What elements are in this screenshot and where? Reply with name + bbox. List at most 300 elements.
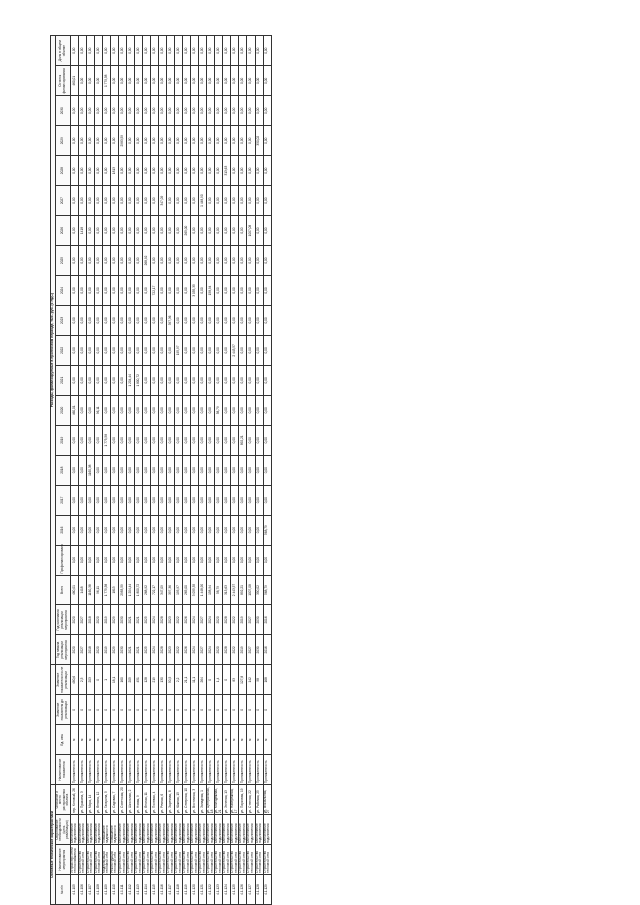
table-cell: Повышение надежности	[102, 815, 110, 845]
table-cell: 0,00	[167, 156, 175, 186]
table-cell: 1 775,58	[102, 66, 110, 96]
table-cell: Строительство тепловой сети	[127, 845, 135, 875]
table-cell: 0,00	[94, 425, 102, 455]
table-cell: м	[70, 725, 78, 755]
table-cell: 1 775,58	[102, 575, 110, 605]
table-cell: 0,00	[143, 36, 151, 66]
table-cell: 0,00	[175, 156, 183, 186]
table-cell: 0,00	[199, 96, 207, 126]
table-cell: 0,00	[110, 305, 118, 335]
table-cell: 0,00	[78, 455, 86, 485]
table-cell: 0,00	[127, 305, 135, 335]
table-cell: 0,00	[215, 126, 223, 156]
table-cell: 0,00	[110, 365, 118, 395]
table-cell: 1160,38	[86, 455, 94, 485]
table-cell: 0,00	[167, 515, 175, 545]
table-cell: Обеспечение подключения	[223, 815, 231, 845]
table-cell: 0,00	[167, 335, 175, 365]
table-cell: 0,00	[102, 96, 110, 126]
table-cell: 2 443,57	[231, 335, 239, 365]
table-cell: Строительство тепловой сети	[78, 845, 86, 875]
table-cell: 0,00	[207, 96, 215, 126]
table-cell: м	[94, 725, 102, 755]
table-cell: 0,00	[175, 126, 183, 156]
table-cell: 2027	[247, 605, 255, 635]
table-cell: 4.1.107	[86, 875, 94, 905]
table-cell: 2027	[78, 605, 86, 635]
table-row	[159, 36, 167, 905]
table-cell: 0,00	[191, 335, 199, 365]
table-row	[127, 36, 135, 905]
table-cell: Протяженность	[110, 755, 118, 785]
table-cell: 0	[183, 695, 191, 725]
table-cell: Обеспечение подключения	[255, 815, 263, 845]
table-cell: 0,00	[207, 305, 215, 335]
table-cell: 0,00	[118, 425, 126, 455]
table-cell: 0,00	[102, 246, 110, 276]
table-cell: 0,00	[118, 545, 126, 575]
table-cell: 0,00	[135, 186, 143, 216]
table-cell: Протяженность	[255, 755, 263, 785]
table-cell: Строительство тепловой сети	[239, 845, 247, 875]
table-cell: Протяженность	[94, 755, 102, 785]
table-cell: 350,02	[255, 126, 263, 156]
table-cell: 2025	[143, 605, 151, 635]
table-cell: 2 443,57	[231, 575, 239, 605]
table-cell: м	[215, 725, 223, 755]
table-cell: 0,00	[127, 156, 135, 186]
column-header: 2029	[55, 126, 70, 156]
table-cell: 0,00	[118, 275, 126, 305]
table-cell: 0,00	[167, 545, 175, 575]
table-cell: 0,00	[255, 36, 263, 66]
table-cell: Строительство тепловой сети	[255, 845, 263, 875]
table-cell: 0,00	[247, 395, 255, 425]
table-row	[215, 36, 223, 905]
table-cell: м	[102, 725, 110, 755]
table-cell: 0,00	[247, 365, 255, 395]
table-cell: 0,00	[239, 305, 247, 335]
table-cell: 0,00	[135, 515, 143, 545]
table-cell: 0,00	[215, 305, 223, 335]
column-header: 2027	[55, 186, 70, 216]
table-cell: 0,00	[223, 216, 231, 246]
table-cell: 1813	[110, 575, 118, 605]
table-cell: 168	[263, 665, 271, 695]
table-cell: 0,00	[223, 36, 231, 66]
column-header: 2021	[55, 365, 70, 395]
table-cell: 2024	[191, 635, 199, 665]
table-cell: 0,00	[102, 126, 110, 156]
table-cell: 0,00	[118, 365, 126, 395]
table-cell: 0,00	[110, 186, 118, 216]
table-cell: 0,00	[223, 275, 231, 305]
table-cell: 0,00	[102, 156, 110, 186]
table-cell: 2024	[191, 605, 199, 635]
table-cell: 0,00	[135, 305, 143, 335]
table-cell: 4.1.115	[151, 875, 159, 905]
table-cell: 0,00	[118, 335, 126, 365]
table-cell: 0,00	[215, 365, 223, 395]
table-cell: 2030	[118, 605, 126, 635]
table-cell: 0,00	[135, 335, 143, 365]
table-cell: 0,00	[143, 66, 151, 96]
table-cell: 0,00	[143, 395, 151, 425]
table-cell: 264	[199, 665, 207, 695]
table-cell: ул. Рабочая, 25	[255, 785, 263, 815]
table-cell: 0,00	[70, 126, 78, 156]
table-cell: 4.1.106	[78, 875, 86, 905]
table-cell: 2030	[255, 635, 263, 665]
table-cell: 0,00	[247, 186, 255, 216]
table-cell: 0,00	[183, 425, 191, 455]
table-cell: 0,00	[102, 545, 110, 575]
table-cell: 0,00	[183, 126, 191, 156]
column-header: 2025	[55, 246, 70, 276]
table-cell: 2020	[215, 635, 223, 665]
table-cell: 83	[231, 665, 239, 695]
table-cell: 0,00	[167, 96, 175, 126]
table-cell: 0,00	[135, 126, 143, 156]
table-cell: 0,00	[127, 425, 135, 455]
table-cell: Строительство тепловой сети	[143, 845, 151, 875]
table-cell: ул. Молодежная, 21	[215, 785, 223, 815]
table-cell: 0,00	[199, 515, 207, 545]
table-cell: 0,00	[143, 335, 151, 365]
table-cell: 0,00	[183, 96, 191, 126]
table-cell: 0,00	[175, 485, 183, 515]
table-cell: Обеспечение подключения	[215, 815, 223, 845]
table-cell: м	[175, 725, 183, 755]
table-cell: 0,00	[247, 66, 255, 96]
table-cell: 1 800,72	[135, 365, 143, 395]
table-cell: 195,97	[175, 335, 183, 365]
column-header: 2017	[55, 485, 70, 515]
table-cell: Обеспечение подключения	[143, 815, 151, 845]
table-cell: м	[86, 725, 94, 755]
table-cell: 0,00	[110, 425, 118, 455]
table-cell: 0,00	[151, 425, 159, 455]
table-cell: 0,00	[199, 485, 207, 515]
table-body	[70, 36, 271, 905]
table-cell: 0,00	[231, 216, 239, 246]
table-cell: 2020	[215, 605, 223, 635]
table-cell: 4.1.111	[118, 875, 126, 905]
table-cell: 0,00	[191, 395, 199, 425]
table-cell: 4.1.120	[191, 875, 199, 905]
table-cell: 0,00	[183, 515, 191, 545]
table-cell: 0,00	[94, 545, 102, 575]
table-cell: 397,36	[167, 305, 175, 335]
table-row	[263, 36, 271, 905]
table-cell: 0,00	[191, 156, 199, 186]
table-cell: 0,00	[183, 66, 191, 96]
table-cell: 0	[207, 695, 215, 725]
table-cell: 4.1.114	[143, 875, 151, 905]
table-cell: м	[135, 725, 143, 755]
table-cell: м	[167, 725, 175, 755]
table-cell: 0,00	[94, 186, 102, 216]
table-cell: 2,5	[78, 665, 86, 695]
table-cell: 0,00	[183, 395, 191, 425]
table-cell: ул. Южная, 15	[175, 785, 183, 815]
table-cell: м	[247, 725, 255, 755]
column-header: Всего	[55, 575, 70, 605]
column-header: 2022	[55, 335, 70, 365]
column-header: Значение показателя после реализации	[55, 665, 70, 695]
table-cell: 0,00	[135, 275, 143, 305]
table-cell: Протяженность	[231, 755, 239, 785]
table-cell: 0,00	[127, 335, 135, 365]
table-cell: 0,00	[70, 335, 78, 365]
table-cell: 0,00	[86, 156, 94, 186]
table-cell: 0,00	[175, 96, 183, 126]
table-cell: 0,00	[86, 395, 94, 425]
table-cell: 21,1	[183, 665, 191, 695]
table-cell: 0,00	[175, 36, 183, 66]
table-cell: 2019	[102, 635, 110, 665]
table-cell: 0,00	[207, 186, 215, 216]
table-cell: 0,00	[135, 246, 143, 276]
table-cell: ул. Парковая, 19	[239, 785, 247, 815]
table-cell: 0,00	[94, 36, 102, 66]
table-cell: 0,00	[223, 425, 231, 455]
table-cell: м	[127, 725, 135, 755]
table-cell: 1 448,90	[199, 186, 207, 216]
table-cell: 0	[127, 695, 135, 725]
table-cell: Строительство тепловой сети	[215, 845, 223, 875]
table-cell: 0,00	[110, 335, 118, 365]
table-cell: 0,00	[255, 455, 263, 485]
table-cell: 0,00	[159, 126, 167, 156]
table-cell: 0,00	[175, 395, 183, 425]
table-cell: 0,00	[159, 246, 167, 276]
table-cell: 0,00	[223, 335, 231, 365]
table-cell: Протяженность	[78, 755, 86, 785]
table-cell: 0,00	[110, 66, 118, 96]
table-cell: 205	[127, 665, 135, 695]
table-cell: 0,00	[239, 545, 247, 575]
table-row	[247, 36, 255, 905]
table-cell: 2029	[110, 605, 118, 635]
table-cell: 0,00	[231, 186, 239, 216]
table-cell: 2022	[175, 605, 183, 635]
table-cell: 0,00	[231, 96, 239, 126]
table-cell: Протяженность	[127, 755, 135, 785]
table-cell: 0,00	[231, 485, 239, 515]
table-row	[135, 36, 143, 905]
table-cell: ул. Восточная, 3	[191, 785, 199, 815]
table-cell: 3 055,35	[191, 275, 199, 305]
table-cell: 0,00	[135, 66, 143, 96]
table-cell: 1007,08	[247, 575, 255, 605]
table-cell: 0,00	[70, 305, 78, 335]
table-cell: 268,92	[143, 575, 151, 605]
table-cell: 0,00	[159, 275, 167, 305]
table-cell: 347,09	[159, 186, 167, 216]
table-cell: 0,00	[199, 36, 207, 66]
table-cell: Обеспечение подключения	[70, 815, 78, 845]
table-cell: 0,00	[127, 126, 135, 156]
table-cell: Протяженность	[207, 755, 215, 785]
table-cell: 0,00	[207, 335, 215, 365]
column-header: 2024	[55, 275, 70, 305]
table-cell: 0,00	[231, 66, 239, 96]
table-cell: Обеспечение подключения	[199, 815, 207, 845]
table-cell: 0,00	[110, 216, 118, 246]
table-cell: 0,00	[231, 365, 239, 395]
table-cell: 0,00	[70, 485, 78, 515]
table-cell: ул. Школьная, 2	[127, 785, 135, 815]
table-cell: Протяженность	[167, 755, 175, 785]
table-cell: 0,00	[247, 246, 255, 276]
table-cell: Строительство тепловой сети	[135, 845, 143, 875]
table-cell: 0,00	[207, 216, 215, 246]
table-cell: 0,00	[255, 186, 263, 216]
table-cell: 4.1.113	[135, 875, 143, 905]
table-cell: 4.1.108	[94, 875, 102, 905]
table-cell: 460,01	[70, 575, 78, 605]
table-row	[86, 36, 94, 905]
table-cell: 0,00	[183, 275, 191, 305]
table-cell: 0,00	[94, 246, 102, 276]
column-header: 2016	[55, 515, 70, 545]
table-cell: 2020	[94, 635, 102, 665]
table-cell: 0,00	[239, 246, 247, 276]
table-cell: 0,00	[110, 126, 118, 156]
table-cell: Протяженность	[118, 755, 126, 785]
column-header: Значение показателя до реализации	[55, 695, 70, 725]
table-cell: 0	[135, 695, 143, 725]
table-cell: 58,79	[215, 575, 223, 605]
table-cell: 0,00	[118, 36, 126, 66]
table-cell: 2028	[159, 635, 167, 665]
table-row	[255, 36, 263, 905]
table-cell: 0,00	[231, 126, 239, 156]
table-cell: 4.1.117	[167, 875, 175, 905]
table-cell: 568,79	[263, 515, 271, 545]
table-cell: 0	[143, 695, 151, 725]
table-cell: 0,00	[231, 425, 239, 455]
table-cell: 203	[86, 665, 94, 695]
column-header: Описание и место расположения объекта	[55, 785, 70, 815]
table-cell: 0,00	[231, 275, 239, 305]
table-cell: 0,00	[102, 186, 110, 216]
table-cell: 0,00	[135, 545, 143, 575]
table-cell: 0,00	[191, 36, 199, 66]
table-cell: 0,00	[191, 455, 199, 485]
table-cell: 0	[239, 695, 247, 725]
table-cell: 0,00	[167, 395, 175, 425]
table-cell: Протяженность	[239, 755, 247, 785]
table-cell: 0,00	[239, 335, 247, 365]
table-cell: 4.1.126	[239, 875, 247, 905]
table-cell: 0,00	[110, 485, 118, 515]
table-cell: 0,00	[263, 36, 271, 66]
table-cell: 98	[255, 665, 263, 695]
table-cell: ул. Лесная, 11	[143, 785, 151, 815]
table-cell: 2024	[151, 605, 159, 635]
table-cell: 0,00	[143, 156, 151, 186]
table-cell: 4.1.112	[127, 875, 135, 905]
table-cell: 265,00	[183, 575, 191, 605]
table-cell: 0,00	[239, 156, 247, 186]
table-cell: Строительство тепловой сети	[159, 845, 167, 875]
column-header-row	[55, 36, 70, 905]
column-header: Остаток финансирования	[55, 66, 70, 96]
table-cell: 0,00	[159, 96, 167, 126]
table-cell: 0,00	[255, 395, 263, 425]
table-cell: 350,02	[255, 575, 263, 605]
table-cell: 0,00	[143, 305, 151, 335]
table-cell: 0,00	[231, 305, 239, 335]
table-cell: 4.1.124	[223, 875, 231, 905]
table-cell: 4.1.119	[183, 875, 191, 905]
table-cell: 0,00	[223, 186, 231, 216]
table-cell: 0,00	[127, 186, 135, 216]
table-cell: 2983,59	[118, 575, 126, 605]
table-cell: 0,00	[118, 96, 126, 126]
table-row	[199, 36, 207, 905]
table-cell: 0,00	[78, 36, 86, 66]
table-cell: 480,6	[70, 665, 78, 695]
table-cell: 0,00	[70, 246, 78, 276]
table-cell: 0,00	[215, 186, 223, 216]
table-cell: 0,00	[263, 126, 271, 156]
table-cell: 0,00	[207, 515, 215, 545]
table-cell: 0,00	[255, 66, 263, 96]
table-cell: 0,00	[102, 485, 110, 515]
table-cell: 0,00	[78, 275, 86, 305]
table-cell: 0,00	[199, 335, 207, 365]
table-cell: 0,00	[223, 66, 231, 96]
table-cell: 0	[159, 695, 167, 725]
table-cell: 0,00	[94, 216, 102, 246]
table-cell: 0,00	[70, 96, 78, 126]
table-cell: ул. Вокзальная, 27	[263, 785, 271, 815]
table-cell: 0,00	[110, 275, 118, 305]
table-cell: 0,00	[135, 485, 143, 515]
table-cell: 0,00	[102, 395, 110, 425]
table-cell: ул. Северная, 10	[183, 785, 191, 815]
table-cell: 0,00	[151, 186, 159, 216]
column-header: 2030	[55, 96, 70, 126]
table-cell: 0,00	[191, 126, 199, 156]
table-cell: 0,00	[118, 186, 126, 216]
table-cell: ул. Центральная, 18	[207, 785, 215, 815]
table-cell: м	[239, 725, 247, 755]
table-cell: 4.1.109	[102, 875, 110, 905]
table-cell: Обеспечение подключения	[263, 815, 271, 845]
table-cell: 2024	[151, 635, 159, 665]
column-header: Профинансировано	[55, 545, 70, 575]
table-cell: 0,00	[247, 275, 255, 305]
group-header-right: Расходы, финансируемые в прогнозном периоде, тыс. руб. (с НДС)	[51, 36, 56, 665]
table-cell: 2021	[135, 635, 143, 665]
table-cell: 2022	[231, 635, 239, 665]
table-cell: 0,00	[207, 36, 215, 66]
investment-table	[50, 35, 272, 905]
table-cell: 0	[78, 695, 86, 725]
table-cell: 0,00	[239, 186, 247, 216]
table-cell: 0,00	[199, 156, 207, 186]
table-cell: 0,00	[94, 96, 102, 126]
table-cell: 0,00	[143, 515, 151, 545]
table-cell: 0,00	[255, 216, 263, 246]
table-row	[223, 36, 231, 905]
table-cell: 0,00	[159, 36, 167, 66]
table-cell: Модернизация тепловой сети	[102, 845, 110, 875]
